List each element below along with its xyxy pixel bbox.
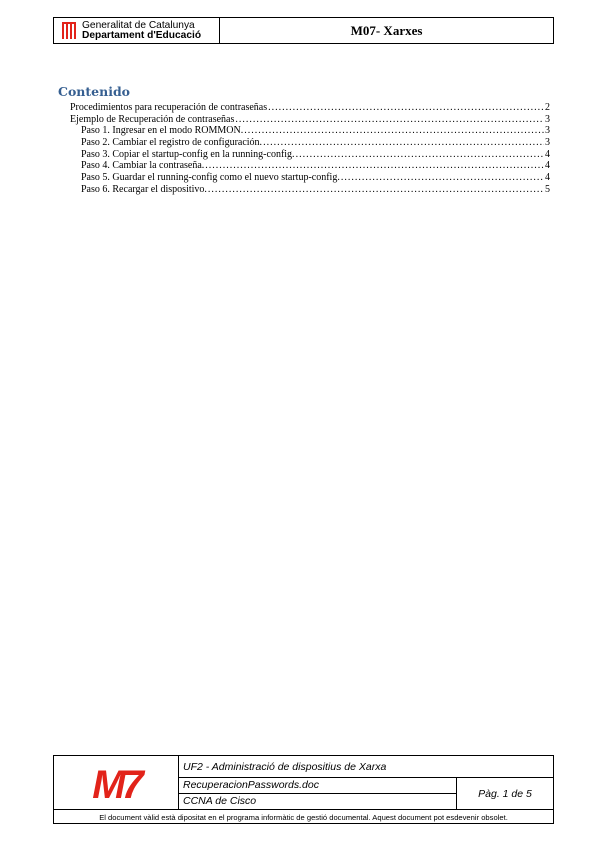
toc-entry-page: 3 [545, 137, 550, 149]
toc-entry[interactable] [58, 184, 550, 196]
toc-entry-page: 3 [545, 125, 550, 137]
org-name: Generalitat de Catalunya [82, 19, 195, 31]
document-title: M07- Xarxes [350, 22, 423, 38]
toc-heading: Contenido [58, 84, 131, 99]
header-logo-cell [54, 18, 220, 43]
toc-entry[interactable] [58, 137, 550, 149]
toc-entry[interactable] [58, 149, 550, 161]
toc-entry-text: Paso 2. Cambiar el registro de configuración. [81, 137, 263, 149]
toc-entry-text: Procedimientos para recuperación de contraseñas [70, 102, 268, 113]
toc-entry-text: Paso 5. Guardar el running-config como el nuevo startup-config. [81, 172, 340, 184]
org-department: Departament d'Educació [82, 29, 202, 41]
toc-entry[interactable] [58, 125, 550, 137]
toc-entry-text: Paso 3. Copiar el startup-config en la running-config. [81, 148, 295, 160]
toc-entry-page: 3 [545, 113, 550, 125]
table-of-contents [58, 84, 550, 196]
toc-entry[interactable] [58, 114, 550, 126]
module-logo-cell [54, 756, 179, 809]
toc-entry-page: 4 [545, 160, 550, 172]
unit-title: UF2 - Administració de dispositius de Xarxa [179, 756, 553, 778]
gencat-flag-icon [61, 21, 78, 40]
toc-entry[interactable] [58, 160, 550, 172]
page-header [53, 17, 554, 44]
toc-entry-text: Paso 6. Recargar el dispositivo. [81, 183, 207, 195]
toc-entry-page: 4 [545, 172, 550, 184]
svg-text:M7: M7 [92, 764, 140, 801]
toc-entry[interactable] [58, 102, 550, 114]
source-name: CCNA de Cisco [183, 795, 257, 807]
toc-entry-page: 2 [545, 102, 550, 113]
toc-entry-page: 5 [545, 183, 550, 195]
toc-entry-text: Paso 4. Cambiar la contraseña. [81, 160, 205, 172]
toc-entry-page: 4 [545, 148, 550, 160]
page-footer [53, 755, 554, 824]
footer-disclaimer: El document vàlid està dipositat en el programa informàtic de gestió documental. Aquest document pot esdevenir obsolet. [99, 813, 508, 822]
toc-entry[interactable] [58, 172, 550, 184]
toc-entry-text: Paso 1. Ingresar en el modo ROMMON. [81, 125, 244, 137]
toc-list [58, 102, 550, 196]
toc-entry-text: Ejemplo de Recuperación de contraseñas [70, 113, 235, 125]
m7-logo-icon [74, 765, 158, 801]
gencat-logo [61, 21, 201, 41]
page-number: Pàg. 1 de 5 [478, 787, 532, 800]
file-name: RecuperacionPasswords.doc [179, 778, 456, 794]
